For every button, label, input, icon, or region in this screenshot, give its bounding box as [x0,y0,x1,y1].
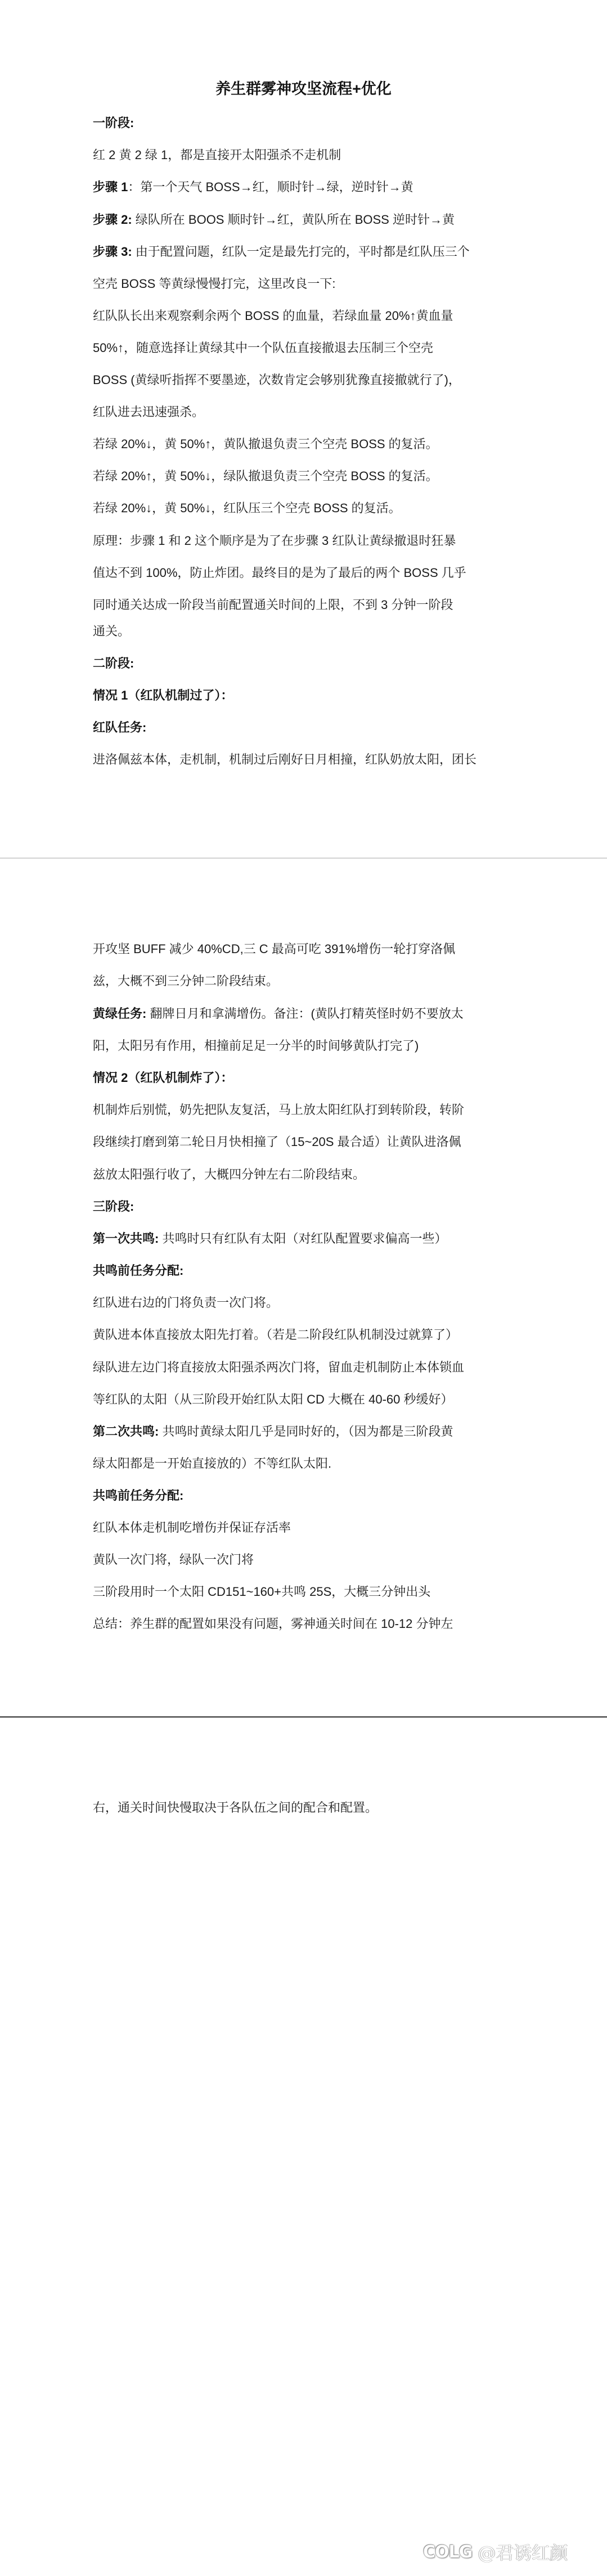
bold-label: 红队任务: [93,720,147,734]
text-line [93,147,520,164]
bold-label: 第一次共鸣: [93,1231,159,1246]
colg-logo-icon: COLG [423,2542,473,2562]
line-text: 黄队进本体直接放太阳先打着。（若是二阶段红队机制没过就算了） [93,1328,458,1342]
text-line [93,1230,520,1247]
line-text: 机制炸后别慌，奶先把队友复活，马上放太阳红队打到转阶段，转阶 [93,1103,465,1117]
text-line [93,436,520,453]
line-text: 原理：步骤 1 和 2 这个顺序是为了在步骤 3 红队让黄绿撤退时狂暴 [93,534,456,548]
text-line [93,276,520,292]
line-text: ：第一个天气 BOSS→红，顺时针→绿，逆时针→黄 [128,180,413,194]
text-line [93,1327,520,1343]
line-text: 阳，太阳另有作用，相撞前足足一分半的时间够黄队打完了) [93,1039,419,1053]
text-line [93,655,520,672]
line-text: 总结：养生群的配置如果没有问题，雾神通关时间在 10-12 分钟左 [93,1617,453,1631]
text-line [93,1166,520,1183]
text-line [93,1519,520,1536]
bold-label: 共鸣前任务分配: [93,1264,184,1278]
line-text: 翻牌日月和拿满增伤。备注：(黄队打精英怪时奶不要放太 [146,1007,464,1021]
line-text: 共鸣时只有红队有太阳（对红队配置要求偏高一些） [159,1231,447,1246]
text-line [93,179,520,196]
line-text: 红队队长出来观察剩余两个 BOSS 的血量，若绿血量 20%↑黄血量 [93,309,453,323]
text-line [93,308,520,324]
text-line [93,1391,520,1408]
text-line [93,211,520,228]
text-line [93,500,520,517]
line-text: 绿队进左边门将直接放太阳强杀两次门将，留血走机制防止本体锁血 [93,1360,465,1374]
line-text: 等红队的太阳（从三阶段开始红队太阳 CD 大概在 40-60 秒缓好） [93,1392,453,1406]
text-line [93,973,520,990]
line-text: 黄队一次门将，绿队一次门将 [93,1553,254,1567]
text-line [93,1262,520,1279]
line-text: BOSS (黄绿听指挥不要墨迹，次数肯定会够别犹豫直接撤就行了)， [93,373,461,387]
document-title: 养生群雾神攻坚流程+优化 [215,80,392,97]
line-text: 兹放太阳强行收了，大概四分钟左右二阶段结束。 [93,1167,366,1181]
text-line [93,1037,520,1054]
line-text: 绿队所在 BOOS 顺时针→红，黄队所在 BOSS 逆时针→黄 [132,213,455,227]
line-text: 同时通关达成一阶段当前配置通关时间的上限，不到 3 分钟一阶段 [93,598,453,612]
line-text: 共鸣时黄绿太阳几乎是同时好的，（因为都是三阶段黄 [159,1424,453,1438]
line-text: 红队进右边的门将负责一次门将。 [93,1296,279,1310]
text-line [93,1584,520,1600]
line-text: 三阶段用时一个太阳 CD151~160+共鸣 25S，大概三分钟出头 [93,1585,431,1599]
text-line [93,115,520,132]
bold-label: 共鸣前任务分配: [93,1488,184,1503]
line-text: 通关。 [93,624,131,638]
line-text: 绿太阳都是一开始直接放的）不等红队太阳. [93,1456,332,1470]
bold-label: 第二次共鸣: [93,1424,159,1438]
text-line [93,941,520,958]
line-text: 由于配置问题，红队一定是最先打完的，平时都是红队压三个 [132,245,470,259]
text-line [93,565,520,581]
line-text: 值达不到 100%，防止炸团。最终目的是为了最后的两个 BOSS 几乎 [93,566,466,580]
line-text: 若绿 20%↓，黄 50%↓，红队压三个空壳 BOSS 的复活。 [93,501,401,515]
line-text: 红 2 黄 2 绿 1，都是直接开太阳强杀不走机制 [93,148,341,162]
text-line [93,751,520,768]
text-line [93,468,520,485]
line-text: 若绿 20%↑，黄 50%↓，绿队撤退负责三个空壳 BOSS 的复活。 [93,469,438,483]
line-text: 50%↑，随意选择让黄绿其中一个队伍直接撤退去压制三个空壳 [93,341,434,355]
bold-label: 黄绿任务: [93,1007,147,1021]
text-line [93,1616,520,1632]
bold-label: 步骤 1 [93,180,128,194]
text-line [93,1487,520,1504]
text-line [93,243,520,260]
line-text: 兹，大概不到三分钟二阶段结束。 [93,974,279,988]
bold-label: 步骤 2: [93,213,132,227]
line-text: 若绿 20%↓，黄 50%↑，黄队撤退负责三个空壳 BOSS 的复活。 [93,437,438,451]
text-line [93,1294,520,1311]
text-line [93,340,520,357]
line-text: 右，通关时间快慢取决于各队伍之间的配合和配置。 [93,1801,378,1815]
text-line [93,1799,520,1816]
text-line [93,1102,520,1118]
text-line [93,1198,520,1215]
text-line [93,1359,520,1376]
line-text: 进洛佩兹本体，走机制，机制过后刚好日月相撞，红队奶放太阳，团长 [93,752,477,766]
line-text: 空壳 BOSS 等黄绿慢慢打完，这里改良一下: [93,277,336,291]
text-line [93,597,520,613]
text-line [93,1551,520,1568]
line-text: 红队本体走机制吃增伤并保证存活率 [93,1521,291,1535]
line-text: 段继续打磨到第二轮日月快相撞了（15~20S 最合适）让黄队进洛佩 [93,1135,461,1149]
bold-label: 情况 1（红队机制过了）： [93,688,233,702]
bold-label: 三阶段: [93,1199,134,1213]
bold-label: 二阶段: [93,656,134,670]
text-line [93,687,520,704]
watermark [423,2539,568,2564]
text-line [93,372,520,389]
watermark-username: @君诱红颜 [478,2542,568,2564]
bold-label: 一阶段: [93,116,134,130]
page-break-divider [0,1716,607,1718]
bold-label: 步骤 3: [93,245,132,259]
line-text: 红队进去迅速强杀。 [93,405,205,419]
line-text: 开攻坚 BUFF 减少 40%CD,三 C 最高可吃 391%增伤一轮打穿洛佩 [93,942,456,956]
text-line [93,1070,520,1086]
page-break-divider [0,858,607,859]
text-line [93,1455,520,1472]
bold-label: 情况 2（红队机制炸了）： [93,1071,233,1085]
text-line [93,623,520,640]
text-line [93,404,520,421]
text-line [93,1423,520,1440]
text-line [93,1005,520,1022]
text-line [93,719,520,736]
text-line [93,533,520,549]
text-line [93,1134,520,1151]
